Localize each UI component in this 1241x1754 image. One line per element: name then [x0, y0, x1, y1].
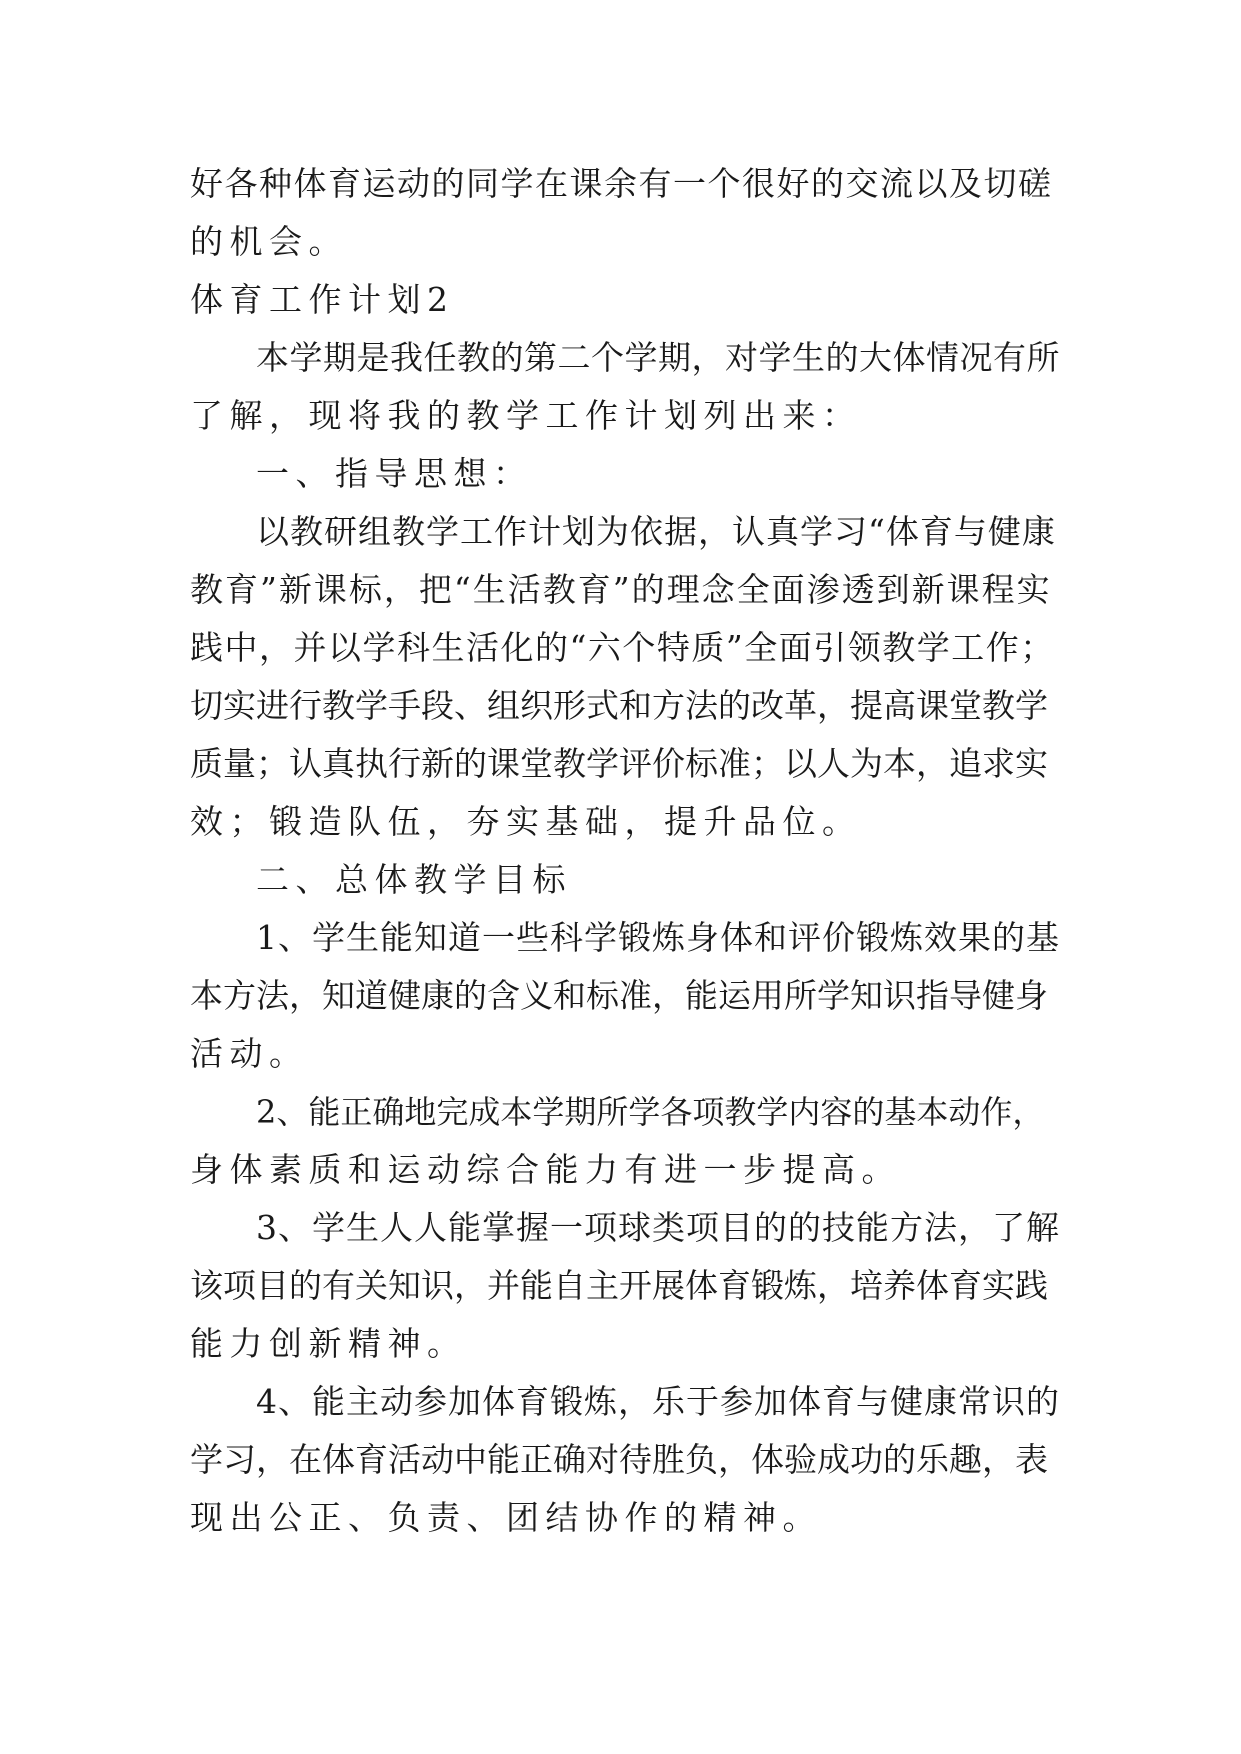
- text-line-2: 的机会。: [190, 222, 348, 261]
- goal-1-line-1: 1、学生能知道一些科学锻炼身体和评价锻炼效果的基: [256, 918, 1060, 957]
- heading-overall-goals: 二、总体教学目标: [256, 860, 572, 899]
- ideology-paragraph-line-3: 践中，并以学科生活化的“六个特质”全面引领教学工作；: [190, 628, 1055, 667]
- ideology-paragraph-line-5: 质量；认真执行新的课堂教学评价标准；以人为本，追求实: [190, 744, 1048, 783]
- goal-1-line-2: 本方法，知道健康的含义和标准，能运用所学知识指导健身: [190, 976, 1048, 1015]
- ideology-paragraph-line-4: 切实进行教学手段、组织形式和方法的改革，提高课堂教学: [190, 686, 1048, 725]
- text-line-1: 好各种体育运动的同学在课余有一个很好的交流以及切磋: [190, 164, 1053, 203]
- goal-4-line-1: 4、能主动参加体育锻炼，乐于参加体育与健康常识的: [256, 1382, 1060, 1421]
- goal-4-line-3: 现出公正、负责、团结协作的精神。: [190, 1498, 822, 1537]
- intro-paragraph-line-1: 本学期是我任教的第二个学期，对学生的大体情况有所: [256, 338, 1060, 377]
- goal-3-line-2: 该项目的有关知识，并能自主开展体育锻炼，培养体育实践: [190, 1266, 1048, 1305]
- heading-guiding-ideology: 一、指导思想：: [256, 454, 533, 493]
- intro-paragraph-line-2: 了解，现将我的教学工作计划列出来：: [190, 396, 862, 435]
- document-body: [190, 155, 1060, 1547]
- goal-3-line-3: 能力创新精神。: [190, 1324, 467, 1363]
- ideology-paragraph-line-1: 以教研组教学工作计划为依据，认真学习“体育与健康: [256, 512, 1056, 551]
- section-title: 体育工作计划2: [190, 280, 455, 319]
- ideology-paragraph-line-6: 效；锻造队伍，夯实基础，提升品位。: [190, 802, 862, 841]
- goal-2-line-1: 2、能正确地完成本学期所学各项教学内容的基本动作，: [256, 1093, 1045, 1131]
- ideology-paragraph-line-2: 教育”新课标，把“生活教育”的理念全面渗透到新课程实: [190, 570, 1052, 609]
- goal-2-line-2: 身体素质和运动综合能力有进一步提高。: [190, 1150, 901, 1189]
- goal-3-line-1: 3、学生人人能掌握一项球类项目的的技能方法，了解: [256, 1208, 1060, 1247]
- goal-1-line-3: 活动。: [190, 1034, 309, 1073]
- goal-4-line-2: 学习，在体育活动中能正确对待胜负，体验成功的乐趣，表: [190, 1440, 1048, 1479]
